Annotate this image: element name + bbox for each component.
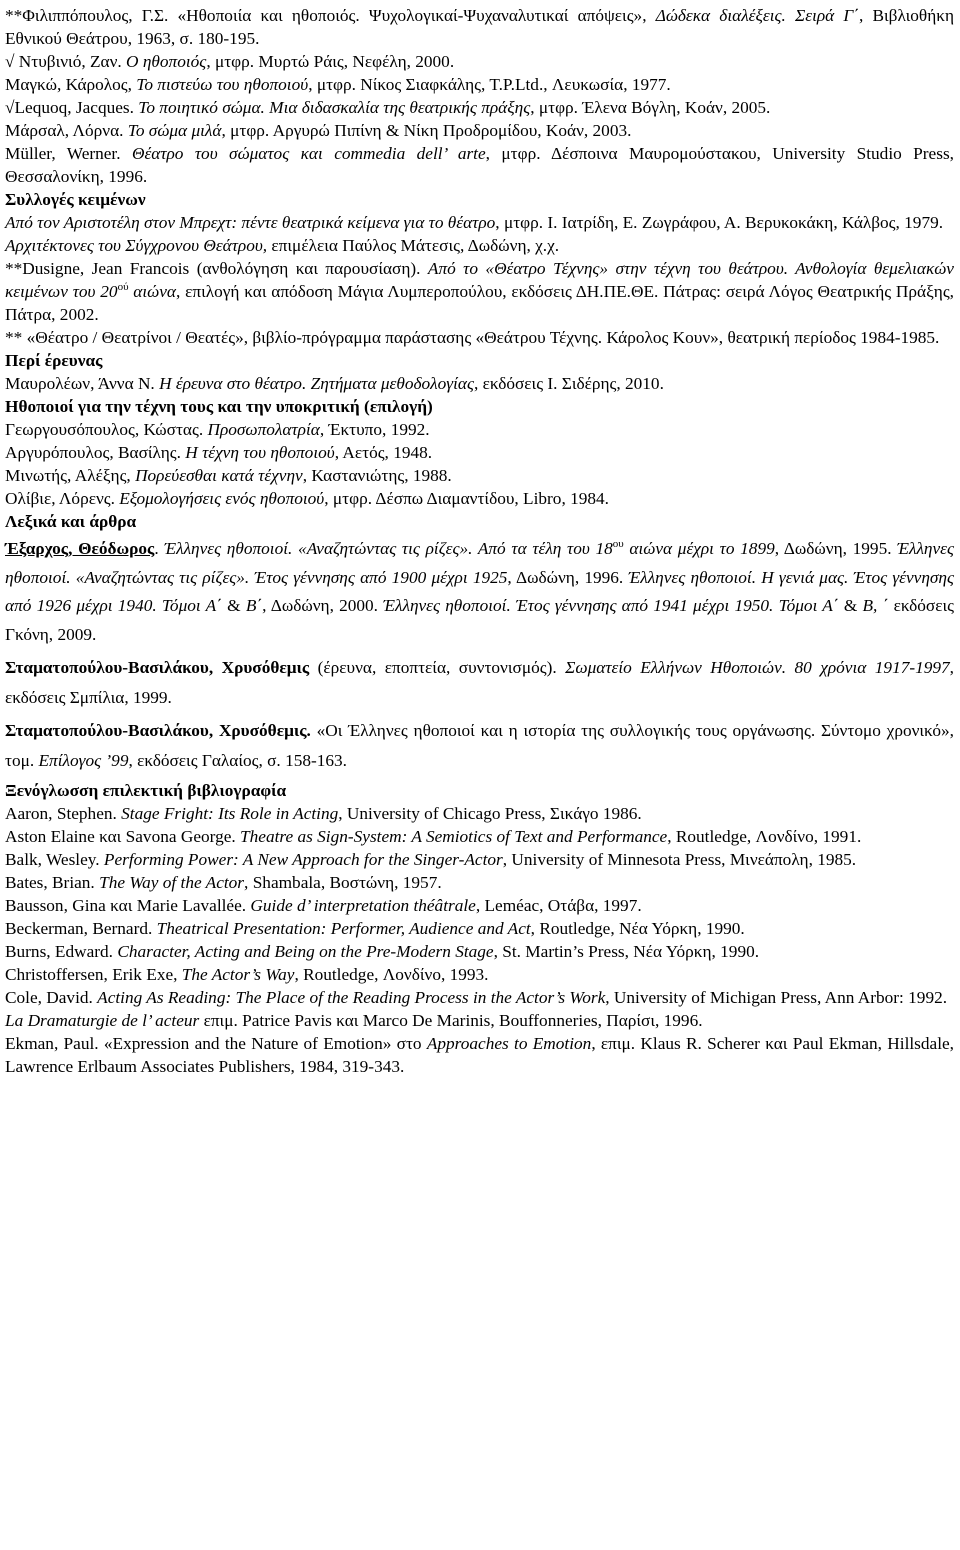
bib-entry-magko: Μαγκώ, Κάρολος, Το πιστεύω του ηθοποιού, μτφρ. Νίκος Σιαφκάλης, Τ.Ρ.Ltd., Λευκωσία, 1977. <box>5 75 671 94</box>
bib-entry-dramaturgie: La Dramaturgie de l’ acteur επιμ. Patrice Pavis και Marco De Marinis, Bouffonneries, Παρίσι, 1996. <box>5 1011 703 1030</box>
bib-entry-architects: Αρχιτέκτονες του Σύγχρονου Θεάτρου, επιμέλεια Παύλος Μάτεσις, Δωδώνη, χ.χ. <box>5 236 560 255</box>
bib-entry-beckerman: Beckerman, Bernard. Theatrical Presentation: Performer, Audience and Act, Routledge, Νέα Υόρκη, 1990. <box>5 919 745 938</box>
bib-entry-burns: Burns, Edward. Character, Acting and Being on the Pre-Modern Stage, St. Martin’s Press, Νέα Υόρκη, 1990. <box>5 942 760 961</box>
section-heading-collections: Συλλογές κειμένων <box>5 190 146 209</box>
bib-entry-muller: Müller, Werner. Θέατρο του σώματος και commedia dell’ arte, μτφρ. Δέσποινα Μαυρομούστακου, University Studio Press, Θεσσαλονίκη, 1996. <box>5 144 954 186</box>
bib-entry-exarchos: Έξαρχος, Θεόδωρος. Έλληνες ηθοποιοί. «Αναζητώντας τις ρίζες». Από τα τέλη του $18^{o\upsilon}$ αιώνα μέχρι το 1899, Δωδώνη, 1995. Έλληνες ηθοποιοί. «Αναζητώντας τις ρίζες». Έτος γέννησης από 1900 μέχρι 1925, Δωδώνη, 1996. Έλληνες ηθοποιοί. Η γενιά μας. Έτος γέννησης από 1926 μέχρι 1940. Τόμοι Α΄ & Β΄, Δωδώνη, 2000. Έλληνες ηθοποιοί. Έτος γέννησης από 1941 μέχρι 1950. Τόμοι Α΄ & Β, ΄ εκδόσεις Γκόνη, 2009. <box>5 538 955 644</box>
section-heading-lexica: Λεξικά και άρθρα <box>5 512 137 531</box>
bib-entry-balk: Balk, Wesley. Performing Power: A New Approach for the Singer-Actor, University of Minnesota Press, Μινεάπολη, 1985. <box>5 850 857 869</box>
section-heading-foreign: Ξενόγλωσση επιλεκτική βιβλιογραφία <box>5 781 287 800</box>
bib-entry-bates: Bates, Brian. The Way of the Actor, Shambala, Βοστώνη, 1957. <box>5 873 442 892</box>
bib-entry-marsal: Μάρσαλ, Λόρνα. Το σώμα μιλά, μτφρ. Αργυρώ Πιπίνη & Νίκη Προδρομίδου, Κοάν, 2003. <box>5 121 632 140</box>
bib-entry-stamatopoulou-2: Σταματοπούλου-Βασιλάκου, Χρυσόθεμις. «Οι Έλληνες ηθοποιοί και η ιστορία της συλλογικής τους οργάνωσης. Σύντομο χρονικό», τομ. Επίλογος ’99, εκδόσεις Γαλαίος, σ. 158-163. <box>5 721 954 770</box>
bib-entry-argyropoulos: Αργυρόπουλος, Βασίλης. Η τέχνη του ηθοποιού, Αετός, 1948. <box>5 443 433 462</box>
bib-entry-aristotle: Από τον Αριστοτέλη στον Μπρεχτ: πέντε θεατρικά κείμενα για το θέατρο, μτφρ. Ι. Ιατρίδη, Ε. Ζωγράφου, Α. Βερυκοκάκη, Κάλβος, 1979. <box>5 213 944 232</box>
bib-entry-cole: Cole, David. Acting As Reading: The Place of the Reading Process in the Actor’s Work, University of Michigan Press, Ann Arbor: 1992. <box>5 988 948 1007</box>
bib-entry-bausson: Bausson, Gina και Marie Lavallée. Guide d’ interpretation théâtrale, Leméac, Οτάβα, 1997. <box>5 896 642 915</box>
bib-entry-olivier: Ολίβιε, Λόρενς. Εξομολογήσεις ενός ηθοποιού, μτφρ. Δέσπω Διαμαντίδου, Libro, 1984. <box>5 489 609 508</box>
bib-entry-aaron: Aaron, Stephen. Stage Fright: Its Role in Acting, University of Chicago Press, Σικάγο 1986. <box>5 804 642 823</box>
bib-entry-mavroleon: Μαυρολέων, Άννα Ν. Η έρευνα στο θέατρο. Ζητήματα μεθοδολογίας, εκδόσεις Ι. Σιδέρης, 2010. <box>5 374 664 393</box>
bib-entry-ntyvinio: √ Ντυβινιό, Ζαν. Ο ηθοποιός, μτφρ. Μυρτώ Ράις, Νεφέλη, 2000. <box>5 52 455 71</box>
section-heading-actors: Ηθοποιοί για την τέχνη τους και την υποκριτική (επιλογή) <box>5 397 433 416</box>
bib-entry-filippopoulos: **Φιλιππόπουλος, Γ.Σ. «Ηθοποιία και ηθοποιός. Ψυχολογικαί-Ψυχαναλυτικαί απόψεις», Δώδεκα διαλέξεις. Σειρά Γ΄, Βιβλιοθήκη Εθνικού Θεάτρου, 1963, σ. 180-195. <box>5 6 954 48</box>
section-heading-research: Περί έρευνας <box>5 351 103 370</box>
bib-entry-aston-savona: Aston Elaine και Savona George. Theatre as Sign-System: A Semiotics of Text and Performance, Routledge, Λονδίνο, 1991. <box>5 827 862 846</box>
bib-entry-stamatopoulou-1: Σταματοπούλου-Βασιλάκου, Χρυσόθεμις (έρευνα, εποπτεία, συντονισμός). Σωματείο Ελλήνων Ηθοποιών. 80 χρόνια 1917-1997, εκδόσεις Σμπίλια, 1999. <box>5 658 954 707</box>
bib-entry-christoffersen: Christoffersen, Erik Exe, The Actor’s Way, Routledge, Λονδίνο, 1993. <box>5 965 489 984</box>
bib-entry-ekman: Ekman, Paul. «Expression and the Nature of Emotion» στο Approaches to Emotion, επιμ. Klaus R. Scherer και Paul Ekman, Hillsdale, Lawrence Erlbaum Associates Publishers, 1984, 319-343. <box>5 1034 954 1076</box>
bib-entry-dusigne: **Dusigne, Jean Francois (ανθολόγηση και παρουσίαση). Από το «Θέατρο Τέχνης» στην τέχνη του θεάτρου. Ανθολογία θεμελιακών κειμένων του $20^{oύ}$ αιώνα, επιλογή και απόδοση Μάγια Λυμπεροπούλου, εκδόσεις ΔΗ.ΠΕ.ΘΕ. Πάτρας: σειρά Λόγος Θεατρικής Πράξης, Πάτρα, 2002. <box>5 259 954 324</box>
bib-entry-minotis: Μινωτής, Αλέξης, Πορεύεσθαι κατά τέχνην, Καστανιώτης, 1988. <box>5 466 452 485</box>
bib-entry-program: ** «Θέατρο / Θεατρίνοι / Θεατές», βιβλίο-πρόγραμμα παράστασης «Θεάτρου Τέχνης. Κάρολος Κουν», θεατρική περίοδος 1984-1985. <box>5 328 940 347</box>
bib-entry-georgousopoulos: Γεωργουσόπουλος, Κώστας. Προσωπολατρία, Έκτυπο, 1992. <box>5 420 430 439</box>
bib-entry-lecoq: √Lequoq, Jacques. Το ποιητικό σώμα. Μια διδασκαλία της θεατρικής πράξης, μτφρ. Έλενα Βόγλη, Κοάν, 2005. <box>5 98 771 117</box>
